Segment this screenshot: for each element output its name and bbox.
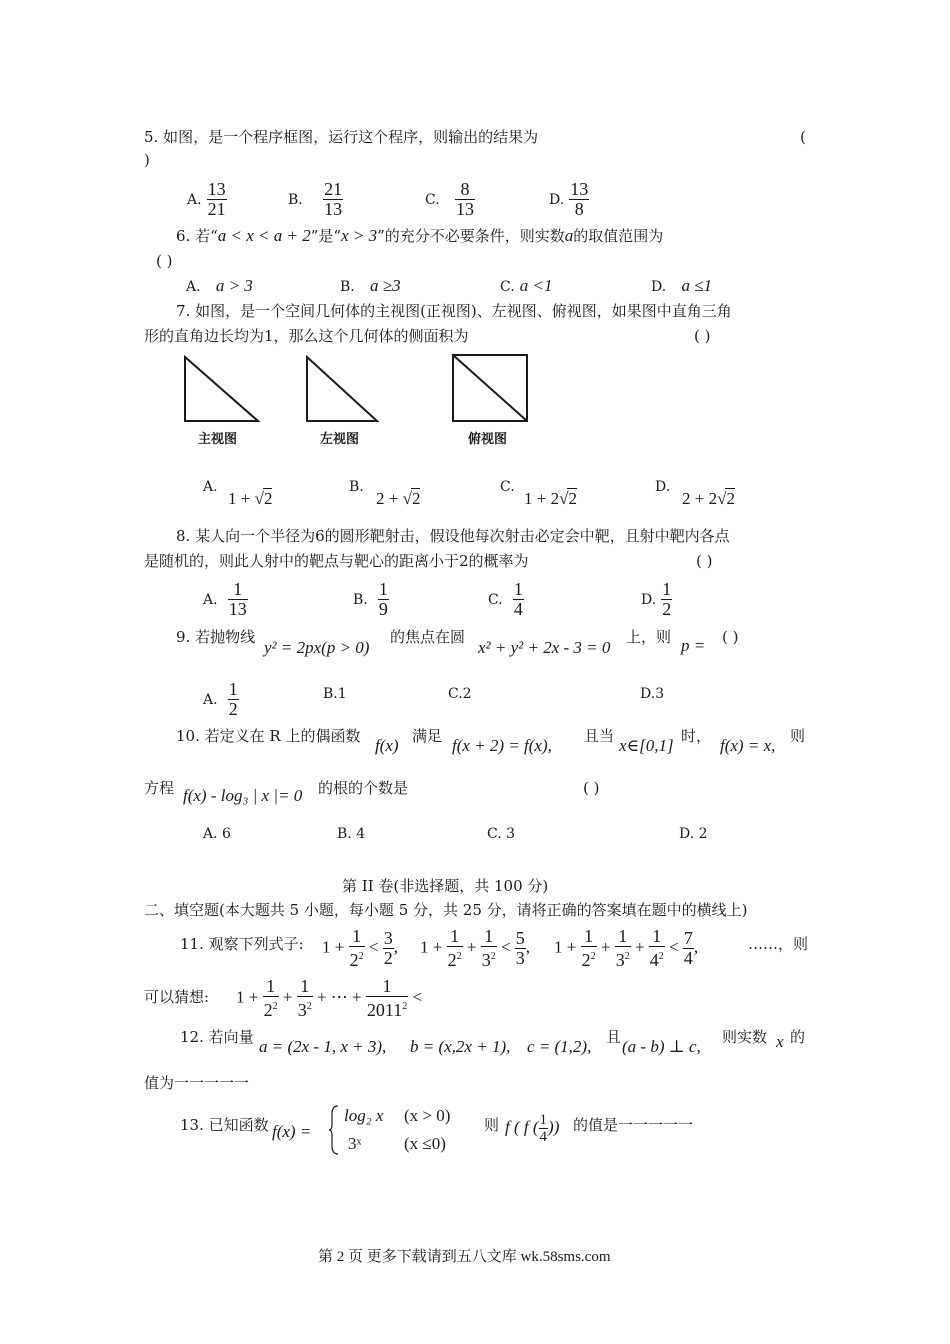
q12-vector-b: b = (x,2x + 1), bbox=[410, 1037, 511, 1056]
q10-line2-post: 的根的个数是 bbox=[318, 779, 409, 797]
q10-domain: x∈[0,1] bbox=[619, 736, 674, 755]
q10-eq2: f(x) = x, bbox=[720, 736, 776, 755]
q8-option-b: B. $\frac{1}{9}$ bbox=[353, 579, 388, 619]
q10-option-a: A. 6 bbox=[203, 826, 231, 842]
q10-s3: 时， bbox=[681, 727, 712, 745]
q10-eq3: f(x) - log₃ | x |= 0 bbox=[183, 786, 303, 805]
q8-line2: 是随机的，则此人射中的靶点与靶心的距离小于2的概率为 bbox=[144, 552, 529, 570]
front-view-triangle bbox=[185, 357, 258, 421]
q7-option-d-label: D. bbox=[655, 479, 671, 495]
q7-paren: ( ) bbox=[694, 327, 711, 345]
q11-pre: 11. 观察下列式子: bbox=[180, 935, 304, 953]
q9-option-b: B.1 bbox=[323, 686, 347, 702]
q13-mid: 则 bbox=[484, 1116, 500, 1134]
q10-s4: 则 bbox=[790, 727, 806, 745]
q7-option-d-expr: 2 + 2√2 bbox=[682, 489, 735, 508]
q12-line2: 值为一一一一一 bbox=[144, 1074, 250, 1092]
page-footer: 第 2 页 更多下载请到五八文库 wk.58sms.com bbox=[318, 1249, 611, 1265]
q12-vector-a: a = (2x - 1, x + 3), bbox=[259, 1037, 387, 1056]
q10-paren: ( ) bbox=[583, 779, 600, 797]
q10-pre: 10. 若定义在 R 上的偶函数 bbox=[176, 727, 361, 745]
q8-option-c: C. $\frac{1}{4}$ bbox=[488, 579, 523, 619]
q13-cond1: (x > 0) bbox=[404, 1106, 451, 1125]
side-view-label: 左视图 bbox=[320, 432, 360, 447]
q9-pre: 9. 若抛物线 bbox=[176, 628, 256, 646]
q9-option-d: D.3 bbox=[640, 686, 665, 702]
q9-option-a: A. $\frac{1}{2}$ bbox=[203, 679, 238, 719]
q13-case2: 3ˣ bbox=[348, 1134, 362, 1153]
q6-paren: ( ) bbox=[156, 252, 173, 270]
q12-tail: 则实数 bbox=[722, 1028, 768, 1046]
q5-paren-close: ) bbox=[144, 151, 150, 169]
q8-line1: 8. 某人向一个半径为6的圆形靶射击，假设他每次射击必定会中靶，且射中靶内各点 bbox=[176, 527, 730, 545]
section-2-title: 第 II 卷(非选择题，共 100 分) bbox=[342, 877, 549, 895]
q7-option-c-label: C. bbox=[500, 479, 515, 495]
q13-cond2: (x ≤0) bbox=[404, 1134, 446, 1153]
q12-cond-pre: 且 bbox=[606, 1028, 622, 1046]
q12-de: 的 bbox=[790, 1028, 806, 1046]
section-2-desc: 二、填空题(本大题共 5 小题，每小题 5 分，共 25 分，请将正确的答案填在题中的横线上) bbox=[144, 901, 748, 919]
q8-paren: ( ) bbox=[696, 552, 713, 570]
q7-option-b-expr: 2 + √2 bbox=[376, 489, 421, 508]
q13-case1: log₂ x bbox=[344, 1106, 384, 1125]
q8-option-d: D. $\frac{1}{2}$ bbox=[641, 579, 672, 619]
q5-text: 5. 如图，是一个程序框图，运行这个程序，则输出的结果为 bbox=[144, 128, 539, 146]
q9-parabola: y² = 2px(p > 0) bbox=[264, 638, 370, 657]
q11-expr3: 1 + $\frac{1}{2^2}$ + $\frac{1}{3^2}$ + $\frac{1}{4^2}$ < $\frac{7}{4}$ , bbox=[554, 926, 699, 970]
q7-option-b-label: B. bbox=[349, 479, 364, 495]
q10-line2-pre: 方程 bbox=[144, 779, 175, 797]
q10-option-c: C. 3 bbox=[487, 826, 516, 842]
q11-expr2: 1 + $\frac{1}{2^2}$ + $\frac{1}{3^2}$ < $\frac{5}{3}$ , bbox=[420, 926, 531, 970]
q12-var: x bbox=[776, 1032, 784, 1051]
q10-s2: 且当 bbox=[584, 727, 615, 745]
q8-option-a: A. $\frac{1}{13}$ bbox=[203, 579, 247, 619]
q7-line1: 7. 如图，是一个空间几何体的主视图(正视图)、左视图、俯视图，如果图中直角三角 bbox=[176, 302, 732, 320]
q9-post: 上，则 bbox=[626, 628, 672, 646]
q12-pre: 12. 若向量 bbox=[180, 1028, 254, 1046]
q5-paren-open: ( bbox=[800, 128, 806, 146]
q7-option-c-expr: 1 + 2√2 bbox=[524, 489, 577, 508]
q6-option-d: D. a ≤1 bbox=[651, 276, 713, 295]
q10-fx: f(x) bbox=[375, 736, 399, 755]
q12-vector-c: c = (1,2), bbox=[527, 1037, 592, 1056]
q6-stem: 6. 若“a < x < a + 2”是“x > 3”的充分不必要条件，则实数a的取值范围为 bbox=[176, 226, 664, 245]
q9-var: p = bbox=[681, 636, 706, 655]
q11-expr1: 1 + $\frac{1}{2^2}$ < $\frac{3}{2}$ , bbox=[322, 926, 398, 970]
q6-option-c: C. a <1 bbox=[500, 276, 553, 295]
q5-option-a: A. $\frac{13}{21}$ bbox=[187, 179, 226, 219]
q5-option-c: C. $\frac{8}{13}$ bbox=[425, 179, 474, 219]
q12-cond: (a - b) ⊥ c, bbox=[622, 1037, 701, 1056]
q10-option-b: B. 4 bbox=[337, 826, 366, 842]
q11-guess-expr: 1 + $\frac{1}{2^2}$ + $\frac{1}{3^2}$ + ⋯ + $\frac{1}{2011^2}$ < bbox=[236, 976, 423, 1020]
q10-s1: 满足 bbox=[412, 727, 443, 745]
q7-option-a-label: A. bbox=[203, 479, 218, 495]
q7-option-a-expr: 1 + √2 bbox=[228, 489, 273, 508]
q13-fx: f(x) = bbox=[272, 1122, 312, 1141]
q13-tail: 的值是一一一一一 bbox=[573, 1116, 694, 1134]
top-view-label: 俯视图 bbox=[468, 432, 508, 447]
q10-option-d: D. 2 bbox=[679, 826, 708, 842]
q6-option-a: A. a > 3 bbox=[186, 276, 253, 295]
q9-mid: 的焦点在圆 bbox=[390, 628, 466, 646]
q5-option-b: B. $\frac{21}{13}$ bbox=[288, 179, 343, 219]
q13-brace bbox=[328, 1104, 340, 1156]
q9-paren: ( ) bbox=[722, 628, 739, 646]
q9-option-c: C.2 bbox=[448, 686, 472, 702]
q6-option-b: B. a ≥3 bbox=[340, 276, 401, 295]
q10-eq1: f(x + 2) = f(x), bbox=[452, 736, 552, 755]
side-view-triangle bbox=[307, 357, 377, 421]
q5-option-d: D. $\frac{13}{8}$ bbox=[549, 179, 589, 219]
q13-expr: f ( f ( $\frac{1}{4}$ )) bbox=[505, 1112, 560, 1145]
front-view-label: 主视图 bbox=[198, 432, 238, 447]
top-view-square bbox=[453, 355, 527, 421]
q11-line2: 可以猜想: bbox=[144, 988, 210, 1006]
q9-circle: x² + y² + 2x - 3 = 0 bbox=[478, 638, 611, 657]
q13-pre: 13. 已知函数 bbox=[180, 1116, 269, 1134]
q7-three-views bbox=[180, 352, 540, 427]
q11-dots: ……，则 bbox=[748, 935, 809, 953]
q7-line2: 形的直角边长均为1，那么这个几何体的侧面积为 bbox=[144, 327, 469, 345]
